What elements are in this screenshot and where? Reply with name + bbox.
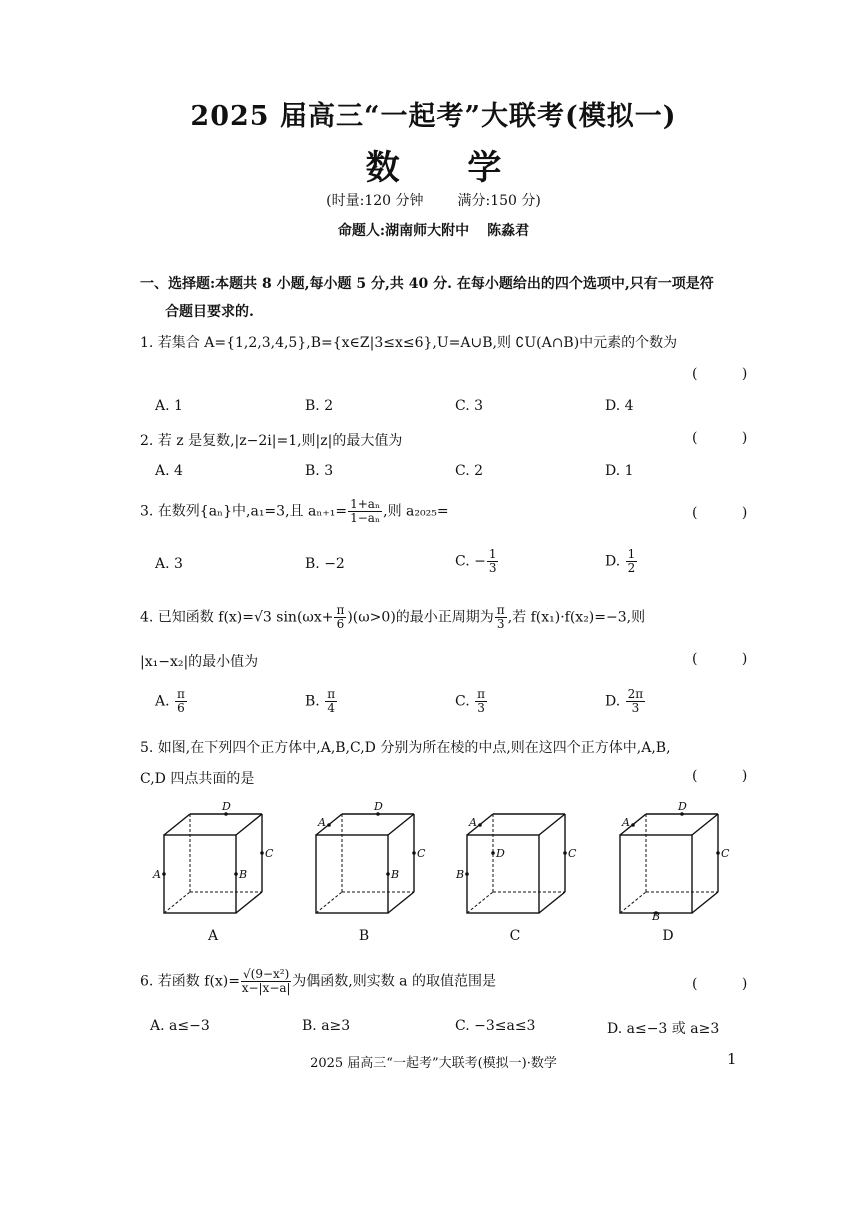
q3-option-a: A. 3 bbox=[155, 556, 183, 572]
frac-numerator: √(9−x²) bbox=[243, 967, 290, 981]
frac-denominator: 4 bbox=[327, 701, 335, 716]
page-number: 1 bbox=[727, 1050, 737, 1068]
svg-text:D: D bbox=[496, 847, 505, 860]
q3-frac-numerator: 1+aₙ bbox=[350, 497, 381, 511]
q3-frac-denominator: 1−aₙ bbox=[350, 511, 381, 526]
answer-bracket: ( ) bbox=[692, 976, 768, 992]
frac-numerator: π bbox=[477, 687, 486, 701]
svg-text:C: C bbox=[568, 847, 577, 860]
frac-numerator: π bbox=[336, 603, 345, 617]
frac-numerator: π bbox=[496, 603, 505, 617]
section-line-1: 一、选择题:本题共 8 小题,每小题 5 分,共 40 分. 在每小题给出的四个选项中,只有一项是符 bbox=[140, 276, 714, 292]
option-fraction bbox=[475, 688, 487, 715]
svg-text:A: A bbox=[318, 816, 326, 829]
q2-option-b: B. 3 bbox=[305, 463, 334, 479]
q3-stem-part1: 3. 在数列{aₙ}中,a₁=3,且 aₙ₊₁= bbox=[140, 503, 348, 520]
q3-recurrence-fraction bbox=[348, 498, 382, 525]
svg-text:B: B bbox=[652, 910, 661, 920]
q1-option-c: C. 3 bbox=[455, 398, 484, 414]
frac-numerator: π bbox=[327, 687, 336, 701]
option-label: A. bbox=[155, 693, 175, 710]
question-5-stem-line2: C,D 四点共面的是 bbox=[140, 771, 255, 787]
svg-text:C: C bbox=[265, 847, 274, 860]
q3-option-d-label: D. bbox=[605, 553, 625, 570]
frac-denominator: 6 bbox=[336, 617, 345, 632]
q4-option-a bbox=[155, 688, 188, 715]
frac-denominator: 3 bbox=[631, 701, 640, 716]
frac-denominator: 2 bbox=[627, 561, 636, 576]
question-4-stem-line2: |x₁−x₂|的最小值为 bbox=[140, 654, 259, 670]
frac-numerator: 1 bbox=[627, 547, 636, 561]
question-5-stem: 5. 如图,在下列四个正方体中,A,B,C,D 分别为所在棱的中点,则在这四个正方体中,A,B, bbox=[140, 740, 671, 756]
q4-option-c bbox=[455, 688, 488, 715]
q2-option-d: D. 1 bbox=[605, 463, 634, 479]
q3-option-c-fraction bbox=[487, 548, 499, 575]
q1-option-b: B. 2 bbox=[305, 398, 334, 414]
option-label: B. bbox=[305, 693, 325, 710]
svg-text:A: A bbox=[153, 868, 161, 881]
answer-bracket: ( ) bbox=[692, 430, 768, 446]
q6-option-c: C. −3≤a≤3 bbox=[455, 1018, 536, 1034]
q4-stem-part2: )(ω>0)的最小正周期为 bbox=[347, 609, 494, 626]
frac-denominator: x−|x−a| bbox=[241, 981, 291, 996]
cube-figure-d bbox=[606, 800, 736, 924]
question-4-stem bbox=[140, 604, 645, 631]
cube-figure-b bbox=[302, 800, 432, 924]
frac-denominator: 3 bbox=[496, 617, 505, 632]
figure-label-d: D bbox=[662, 928, 674, 944]
exam-meta bbox=[0, 190, 867, 210]
figure-label-a: A bbox=[207, 928, 219, 944]
author-line bbox=[0, 220, 867, 240]
answer-bracket: ( ) bbox=[692, 651, 768, 667]
svg-text:C: C bbox=[721, 847, 730, 860]
q3-option-c bbox=[455, 548, 499, 575]
figure-label-b: B bbox=[358, 928, 370, 944]
q4-period-fraction bbox=[495, 604, 507, 631]
q3-option-b: B. −2 bbox=[305, 556, 345, 572]
q4-option-d bbox=[605, 688, 646, 715]
option-fraction bbox=[325, 688, 337, 715]
question-6-stem bbox=[140, 968, 496, 995]
full-score: 满分:150 分) bbox=[457, 193, 541, 209]
svg-text:A: A bbox=[469, 816, 477, 829]
q1-option-d: D. 4 bbox=[605, 398, 634, 414]
svg-text:D: D bbox=[222, 800, 231, 813]
frac-numerator: 1 bbox=[488, 547, 497, 561]
question-2-stem: 2. 若 z 是复数,|z−2i|=1,则|z|的最大值为 bbox=[140, 433, 403, 449]
answer-bracket: ( ) bbox=[692, 768, 768, 784]
answer-bracket: ( ) bbox=[692, 366, 768, 382]
q1-option-a: A. 1 bbox=[155, 398, 183, 414]
section-heading bbox=[140, 270, 740, 326]
cube-figure-c bbox=[453, 800, 583, 924]
exam-title: 2025 届高三“一起考”大联考(模拟一) bbox=[190, 101, 677, 132]
svg-text:D: D bbox=[678, 800, 687, 813]
author-label: 命题人:湖南师大附中 bbox=[337, 223, 470, 239]
q6-stem-part2: 为偶函数,则实数 a 的取值范围是 bbox=[292, 973, 496, 990]
q4-stem-part3: ,若 f(x₁)·f(x₂)=−3,则 bbox=[507, 609, 646, 626]
q4-phase-fraction bbox=[334, 604, 346, 631]
svg-text:B: B bbox=[239, 868, 248, 881]
figure-label-c: C bbox=[509, 928, 521, 944]
q3-option-c-label: C. − bbox=[455, 553, 486, 570]
frac-denominator: 3 bbox=[477, 701, 485, 716]
svg-text:B: B bbox=[391, 868, 400, 881]
question-1-stem: 1. 若集合 A={1,2,3,4,5},B={x∈Z|3≤x≤6},U=A∪B,则 ∁U(A∩B)中元素的个数为 bbox=[140, 335, 678, 351]
question-3-stem bbox=[140, 498, 449, 525]
q3-stem-part2: ,则 a₂₀₂₅= bbox=[383, 503, 449, 520]
subject-heading: 数 学 bbox=[365, 148, 530, 188]
option-label: C. bbox=[455, 693, 475, 710]
frac-numerator: 2π bbox=[627, 687, 644, 701]
q6-function-fraction bbox=[241, 968, 291, 995]
svg-text:A: A bbox=[622, 816, 630, 829]
frac-denominator: 3 bbox=[488, 561, 497, 576]
q3-option-d bbox=[605, 548, 638, 575]
answer-bracket: ( ) bbox=[692, 505, 768, 521]
svg-text:B: B bbox=[456, 868, 465, 881]
author-name: 陈淼君 bbox=[487, 223, 530, 239]
cube-figure-a bbox=[150, 800, 280, 924]
q2-option-c: C. 2 bbox=[455, 463, 484, 479]
q6-option-b: B. a≥3 bbox=[302, 1018, 351, 1034]
option-fraction bbox=[626, 688, 646, 715]
page-footer: 2025 届高三“一起考”大联考(模拟一)·数学 bbox=[310, 1056, 557, 1071]
option-fraction bbox=[175, 688, 187, 715]
q4-option-b bbox=[305, 688, 338, 715]
q3-option-d-fraction bbox=[626, 548, 638, 575]
section-line-2: 合题目要求的. bbox=[165, 304, 254, 320]
q6-option-a: A. a≤−3 bbox=[150, 1018, 210, 1034]
option-label: D. bbox=[605, 693, 625, 710]
q2-option-a: A. 4 bbox=[155, 463, 183, 479]
time-limit: (时量:120 分钟 bbox=[326, 193, 424, 209]
frac-denominator: 6 bbox=[177, 701, 185, 716]
q6-option-d: D. a≤−3 或 a≥3 bbox=[607, 1021, 720, 1037]
q4-stem-part1: 4. 已知函数 f(x)=√3 sin(ωx+ bbox=[140, 609, 334, 626]
svg-text:D: D bbox=[374, 800, 383, 813]
svg-text:C: C bbox=[417, 847, 426, 860]
q6-stem-part1: 6. 若函数 f(x)= bbox=[140, 973, 240, 990]
frac-numerator: π bbox=[177, 687, 185, 701]
